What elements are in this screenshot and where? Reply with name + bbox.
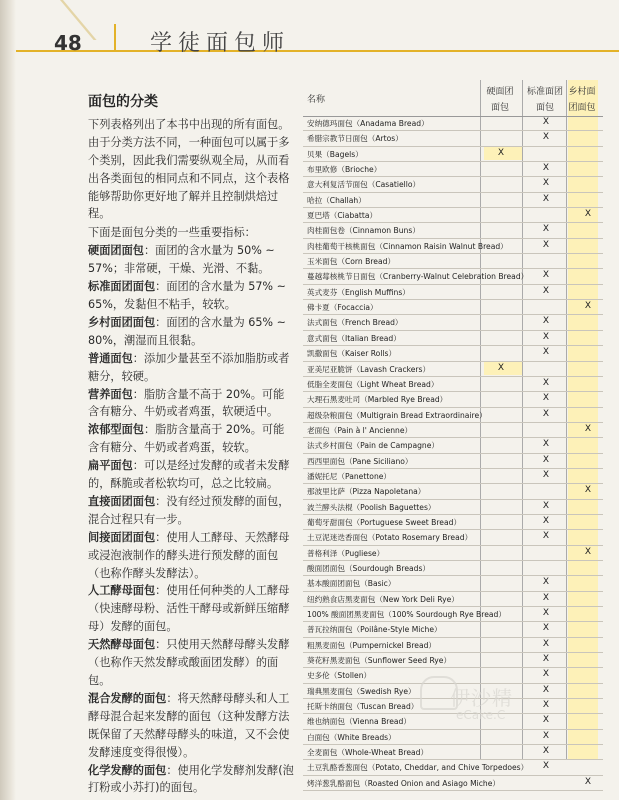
definition-term: 混合发酵的面包 xyxy=(88,691,167,705)
check-mark-std: X xyxy=(542,132,550,143)
definition-term: 间接面团面包 xyxy=(88,530,156,544)
table-row xyxy=(303,300,603,315)
table-row xyxy=(303,622,603,637)
check-mark-std: X xyxy=(542,608,550,618)
name-column-header: 名称 xyxy=(307,95,326,105)
table-row xyxy=(303,530,603,545)
rustic-column-header: 乡村面团面包 xyxy=(568,87,596,113)
table-row xyxy=(303,223,603,238)
check-mark-std: X xyxy=(542,684,550,695)
bread-name: 希腊宗教节日面包（Artos） xyxy=(307,134,403,144)
bread-name: 葡萄牙甜面包（Portuguese Sweet Bread） xyxy=(307,517,462,527)
bread-name: 基本酸面团面包（Basic） xyxy=(307,579,396,589)
header-rule xyxy=(16,50,619,52)
bread-name: 那波里比萨（Pizza Napoletana） xyxy=(307,487,426,497)
bread-name: 粗黑麦面包（Pumpernickel Bread） xyxy=(307,640,437,650)
standard-column-header: 标准面团面包 xyxy=(526,87,563,113)
intro-column xyxy=(88,94,294,797)
check-mark-std: X xyxy=(542,393,550,404)
table-row xyxy=(303,469,603,484)
table-row xyxy=(303,607,603,622)
definition-item xyxy=(88,386,294,422)
definition-text: ：只使用天然酵母酵头发酵（也称作天然发酵或酸面团发酵）的面包。 xyxy=(88,638,290,687)
table-row xyxy=(303,193,603,208)
bread-name: 白面包（White Breads） xyxy=(307,732,396,742)
definition-term: 硬面团面包 xyxy=(88,244,144,258)
check-mark-rust: X xyxy=(584,301,592,312)
table-row xyxy=(303,208,603,223)
definition-term: 化学发酵的面包 xyxy=(88,763,167,777)
bread-name: 意式面包（Italian Bread） xyxy=(307,333,401,343)
check-mark-std: X xyxy=(542,638,550,649)
table-row xyxy=(303,484,603,499)
table-row xyxy=(303,331,603,346)
table-row xyxy=(303,423,603,438)
check-mark-std: X xyxy=(542,193,550,204)
definition-list xyxy=(88,242,294,797)
hard-column-header: 硬面团面包 xyxy=(486,87,514,113)
definition-item xyxy=(88,421,294,457)
check-mark-hard: X xyxy=(497,362,505,373)
table-row xyxy=(303,500,603,515)
table-row xyxy=(303,408,603,423)
table-row xyxy=(303,454,603,469)
check-mark-std: X xyxy=(542,531,550,542)
definition-term: 扁平面包 xyxy=(88,459,133,473)
check-mark-std: X xyxy=(542,285,550,296)
check-mark-std: X xyxy=(542,577,550,588)
table-row xyxy=(303,285,603,300)
check-mark-std: X xyxy=(542,761,550,772)
definition-text: ：面团的含水量为 50% ~ 57%；非常硬，干燥、光滑、不黏。 xyxy=(88,244,275,276)
section-heading: 面包的分类 xyxy=(88,94,158,110)
bread-name: 夏巴塔（Ciabatta） xyxy=(307,211,378,221)
page-number: 48 xyxy=(54,31,82,55)
definition-item xyxy=(88,582,294,636)
table-row xyxy=(303,576,603,591)
definition-text: ：添加少量甚至不添加脂肪或者糖分，较硬。 xyxy=(88,351,290,383)
table-row xyxy=(303,760,603,775)
book-title: 学徒面包师 xyxy=(150,31,291,56)
check-mark-std: X xyxy=(542,377,550,388)
table-row xyxy=(303,377,603,392)
definition-item xyxy=(88,493,294,529)
definition-item xyxy=(88,314,294,350)
definition-text: ：使用化学发酵剂发酵(泡打粉或小苏打)的面包。 xyxy=(88,763,294,795)
check-mark-std: X xyxy=(542,515,550,526)
title-divider xyxy=(114,24,116,52)
definition-term: 天然酵母面包 xyxy=(88,638,156,652)
table-row xyxy=(303,745,603,760)
bread-name: 英式麦芬（English Muffins） xyxy=(307,287,410,297)
watermark xyxy=(420,676,530,746)
table-row xyxy=(303,269,603,284)
bread-name: 100% 酸面团黑麦面包（100% Sourdough Rye Bread） xyxy=(307,610,506,619)
definition-term: 普通面包 xyxy=(88,351,133,365)
bread-name: 酸面团面包（Sourdough Breads） xyxy=(307,563,431,573)
definition-item xyxy=(88,278,294,314)
table-row xyxy=(303,653,603,668)
definition-term: 直接面团面包 xyxy=(88,494,156,508)
bread-name: 土豆泥迷迭香面包（Potato Rosemary Bread） xyxy=(307,533,473,543)
definition-text: ：使用任何种类的人工酵母（快速酵母粉、活性干酵母或新鲜压缩酵母）发酵的面包。 xyxy=(88,584,290,634)
bread-name: 肉桂面包卷（Cinnamon Buns） xyxy=(307,226,420,236)
bread-table xyxy=(300,80,615,788)
table-row xyxy=(303,546,603,561)
table-row xyxy=(303,638,603,653)
bread-name: 西西里面包（Pane Siciliano） xyxy=(307,456,413,466)
check-mark-std: X xyxy=(542,178,550,189)
check-mark-rust: X xyxy=(584,485,592,496)
bread-name: 法式面包（French Bread） xyxy=(307,318,403,328)
bread-name: 低脂全麦面包（Light Wheat Bread） xyxy=(307,379,439,389)
check-mark-std: X xyxy=(542,669,550,680)
check-mark-rust: X xyxy=(584,209,592,220)
book-spine-shadow xyxy=(0,0,16,800)
definition-text: ：脂肪含量高于 20%。可能含有糖分、牛奶或者鸡蛋，较软。 xyxy=(88,423,285,455)
check-mark-std: X xyxy=(542,592,550,603)
definition-item xyxy=(88,636,294,690)
check-mark-std: X xyxy=(542,347,550,358)
check-mark-std: X xyxy=(542,454,550,465)
check-mark-std: X xyxy=(542,117,550,127)
check-mark-rust: X xyxy=(584,546,592,557)
check-mark-std: X xyxy=(542,270,550,281)
bread-name: 超级杂粮面包（Multigrain Bread Extraordinaire） xyxy=(307,410,487,420)
check-mark-std: X xyxy=(542,316,550,327)
definition-text: ：面团的含水量为 65% ~ 80%，潮湿而且很黏。 xyxy=(88,315,286,347)
bread-name: 贝果（Bagels） xyxy=(307,149,363,159)
bread-name: 布里欧修（Brioche） xyxy=(307,165,382,175)
bread-name: 凯撒面包（Kaiser Rolls） xyxy=(307,349,397,359)
table-row xyxy=(303,515,603,530)
definition-item xyxy=(88,690,294,762)
lead-paragraph: 下面是面包分类的一些重要指标： xyxy=(88,226,256,240)
definition-item xyxy=(88,242,294,278)
check-mark-std: X xyxy=(542,224,550,235)
check-mark-rust: X xyxy=(584,776,592,787)
bread-name: 普瓦拉纳面包（Poilâne-Style Miche） xyxy=(307,625,442,635)
table-row xyxy=(303,592,603,607)
check-mark-std: X xyxy=(542,730,550,741)
bread-name: 蔓越莓核桃节日面包（Cranberry-Walnut Celebration Bread） xyxy=(307,272,529,282)
check-mark-std: X xyxy=(542,654,550,665)
bread-name: 法式乡村面包（Pain de Campagne） xyxy=(307,441,440,451)
table-row xyxy=(303,392,603,407)
bread-name: 意大利复活节面包（Casatiello） xyxy=(307,180,421,190)
definition-text: ：使用人工酵母、天然酵母或浸泡液制作的酵头进行预发酵的面包（也称作酵头发酵法）。 xyxy=(88,530,290,580)
definition-text: ：没有经过预发酵的面包，混合过程只有一步。 xyxy=(88,494,290,526)
intro-paragraph: 下列表格列出了本书中出现的所有面包。由于分类方法不同，一种面包可以属于多个类别，因此我们需要纵观全局，从而看出各类面包的相同点和不同点，这个表格能够帮助你更好地了解并且控制烘焙过程。 xyxy=(88,117,290,221)
table-row xyxy=(303,362,603,377)
bread-name: 波兰酵头法棍（Poolish Baguettes） xyxy=(307,502,436,512)
bread-name: 全麦面包（Whole-Wheat Bread） xyxy=(307,748,429,758)
bread-name: 烤洋葱乳酪面包（Roasted Onion and Asiago Miche） xyxy=(307,778,501,788)
check-mark-std: X xyxy=(542,439,550,450)
bread-name: 大理石黑麦吐司（Marbled Rye Bread） xyxy=(307,395,448,405)
definition-item xyxy=(88,457,294,493)
table-row xyxy=(303,147,603,162)
check-mark-std: X xyxy=(542,623,550,634)
definition-term: 浓郁型面包 xyxy=(88,423,144,437)
table-row xyxy=(303,315,603,330)
table-row xyxy=(303,776,603,791)
definition-term: 人工酵母面包 xyxy=(88,584,156,598)
bread-name: 玉米面包（Corn Bread） xyxy=(307,257,396,267)
check-mark-std: X xyxy=(542,469,550,480)
bread-name: 潘妮托尼（Panettone） xyxy=(307,471,392,481)
check-mark-std: X xyxy=(542,331,550,342)
bread-name: 土豆乳酪香葱面包（Potato, Cheddar, and Chive Torpedoes） xyxy=(307,763,529,773)
definition-item xyxy=(88,350,294,386)
check-mark-hard: X xyxy=(497,147,505,158)
check-mark-std: X xyxy=(542,500,550,511)
bread-name: 维也纳面包（Vienna Bread） xyxy=(307,717,411,727)
bread-name: 葵花籽黑麦面包（Sunflower Seed Rye） xyxy=(307,656,452,666)
check-mark-std: X xyxy=(542,715,550,726)
table-row xyxy=(303,239,603,254)
bread-name: 安纳德玛面包（Anadama Bread） xyxy=(307,119,429,128)
check-mark-std: X xyxy=(542,408,550,419)
table-row xyxy=(303,116,603,131)
table-row xyxy=(303,162,603,177)
bread-name: 托斯卡纳面包（Tuscan Bread） xyxy=(307,702,419,712)
check-mark-std: X xyxy=(542,746,550,757)
table-row xyxy=(303,177,603,192)
bread-name: 老面包（Pain à l' Ancienne） xyxy=(307,425,413,435)
definition-term: 乡村面团面包 xyxy=(88,315,156,329)
bread-name: 史多伦（Stollen） xyxy=(307,671,372,681)
definition-term: 营养面包 xyxy=(88,387,133,401)
bread-name: 普格利泽（Pugliese） xyxy=(307,548,385,558)
watermark-text: 伊沙精 xyxy=(450,686,513,710)
bread-name: 瑞典黑麦面包（Swedish Rye） xyxy=(307,686,416,696)
check-mark-std: X xyxy=(542,700,550,711)
watermark-subtext: eCake.C xyxy=(456,708,506,722)
table-row xyxy=(303,346,603,361)
table-row xyxy=(303,254,603,269)
bread-name: 佛卡夏（Focaccia） xyxy=(307,303,378,313)
definition-term: 标准面团面包 xyxy=(88,280,156,294)
definition-text: ：脂肪含量不高于 20%。可能含有糖分、牛奶或者鸡蛋，软硬适中。 xyxy=(88,387,285,419)
bread-name: 亚美尼亚脆饼（Lavash Crackers） xyxy=(307,364,431,374)
check-mark-std: X xyxy=(542,239,550,250)
table-row xyxy=(303,131,603,146)
bread-name: 纽约熟食店黑麦面包（New York Deli Rye） xyxy=(307,594,459,604)
bread-name: 肉桂葡萄干核桃面包（Cinnamon Raisin Walnut Bread） xyxy=(307,241,508,251)
check-mark-std: X xyxy=(542,163,550,174)
definition-text: ：可以是经过发酵的或者未发酵的，酥脆或者松软均可，总之比较扁。 xyxy=(88,459,290,491)
definition-text: ：面团的含水量为 57% ~ 65%，发黏但不粘手，较软。 xyxy=(88,280,286,311)
check-mark-rust: X xyxy=(584,423,592,434)
definition-item xyxy=(88,529,294,583)
definition-item xyxy=(88,762,294,798)
table-row xyxy=(303,561,603,576)
bread-name: 哈拉（Challah） xyxy=(307,195,366,205)
definition-text: ：将天然酵母酵头和人工酵母混合起来发酵的面包（这种发酵方法既保留了天然酵母酵头的味道，又不会使发酵速度变得很慢）。 xyxy=(88,691,290,759)
table-row xyxy=(303,438,603,453)
